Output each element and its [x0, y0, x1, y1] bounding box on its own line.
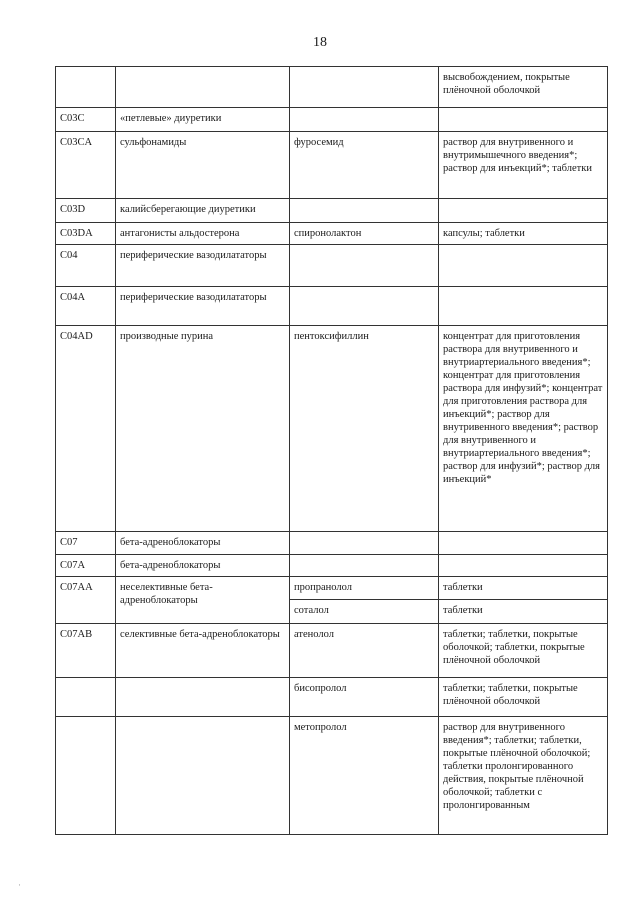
cell-code: C03DA	[56, 223, 116, 245]
cell-code: C07	[56, 532, 116, 555]
row-divider	[439, 599, 607, 600]
cell-drug	[290, 555, 439, 577]
cell-code	[56, 67, 116, 108]
cell-code: C03C	[56, 108, 116, 132]
cell-code: C07AB	[56, 624, 116, 678]
cell-drug-secondary: соталол	[294, 605, 329, 616]
cell-drug	[290, 108, 439, 132]
cell-drug	[290, 287, 439, 326]
cell-form	[439, 108, 608, 132]
cell-code: C03CA	[56, 132, 116, 199]
cell-drug: метопролол	[290, 717, 439, 835]
cell-code	[56, 717, 116, 835]
drug-table	[55, 66, 608, 835]
cell-form	[439, 199, 608, 223]
cell-form: таблетки; таблетки, покрытые плёночной оболочкой	[439, 678, 608, 717]
cell-drug: бисопролол	[290, 678, 439, 717]
cell-group	[116, 678, 290, 717]
table-row	[56, 577, 608, 624]
cell-form	[439, 555, 608, 577]
cell-drug	[290, 199, 439, 223]
table-row	[56, 287, 608, 326]
cell-form	[439, 577, 608, 624]
cell-group: неселективные бета-адреноблокаторы	[116, 577, 290, 624]
cell-code: C07A	[56, 555, 116, 577]
cell-form: раствор для внутривенного введения*; таблетки; таблетки, покрытые плёночной оболочкой; таблетки пролонгированного действия, покрытые плёночной оболочкой; таблетки с пролонгированным	[439, 717, 608, 835]
cell-form	[439, 245, 608, 287]
cell-group	[116, 67, 290, 108]
cell-form: таблетки; таблетки, покрытые оболочкой; таблетки, покрытые плёночной оболочкой	[439, 624, 608, 678]
cell-drug-primary: пропранолол	[294, 582, 352, 593]
table-row	[56, 717, 608, 835]
cell-drug	[290, 532, 439, 555]
cell-group: бета-адреноблокаторы	[116, 532, 290, 555]
cell-group: периферические вазодилататоры	[116, 245, 290, 287]
cell-drug	[290, 67, 439, 108]
cell-group: сульфонамиды	[116, 132, 290, 199]
table-row	[56, 67, 608, 108]
table-row	[56, 132, 608, 199]
cell-group: антагонисты альдостерона	[116, 223, 290, 245]
cell-form-primary: таблетки	[443, 582, 483, 593]
cell-form: раствор для внутривенного и внутримышечного введения*; раствор для инъекций*; таблетки	[439, 132, 608, 199]
cell-code: C07AA	[56, 577, 116, 624]
page-number: 18	[313, 35, 327, 50]
cell-code: C04	[56, 245, 116, 287]
cell-group: периферические вазодилататоры	[116, 287, 290, 326]
table-row	[56, 532, 608, 555]
cell-form	[439, 532, 608, 555]
table-row	[56, 199, 608, 223]
cell-group: калийсберегающие диуретики	[116, 199, 290, 223]
cell-group: бета-адреноблокаторы	[116, 555, 290, 577]
table-row	[56, 326, 608, 532]
table-row	[56, 108, 608, 132]
table-row	[56, 555, 608, 577]
cell-drug: фуросемид	[290, 132, 439, 199]
cell-code: C04AD	[56, 326, 116, 532]
cell-form: концентрат для приготовления раствора для внутривенного и внутриартериального введения*; концентрат для приготовления раствора для инфузий*; концентрат для приготовления раствора для инъекций*; раствор для внутривенного введения*; раствор для внутривенного и внутриартериального введения*; раствор для инфузий*; раствор для инъекций*	[439, 326, 608, 532]
cell-drug: спиронолактон	[290, 223, 439, 245]
table-row	[56, 245, 608, 287]
cell-code	[56, 678, 116, 717]
cell-form	[439, 287, 608, 326]
cell-form-secondary: таблетки	[443, 605, 483, 616]
table-row	[56, 624, 608, 678]
cell-group: производные пурина	[116, 326, 290, 532]
cell-drug	[290, 577, 439, 624]
table-row	[56, 223, 608, 245]
cell-group: селективные бета-адреноблокаторы	[116, 624, 290, 678]
cell-code: C03D	[56, 199, 116, 223]
cell-drug: пентоксифиллин	[290, 326, 439, 532]
cell-form: высвобождением, покрытые плёночной оболочкой	[439, 67, 608, 108]
cell-drug	[290, 245, 439, 287]
cell-group	[116, 717, 290, 835]
scan-mark: ·	[18, 880, 21, 890]
table-row	[56, 678, 608, 717]
cell-code: C04A	[56, 287, 116, 326]
row-divider	[290, 599, 438, 600]
cell-group: «петлевые» диуретики	[116, 108, 290, 132]
cell-drug: атенолол	[290, 624, 439, 678]
cell-form: капсулы; таблетки	[439, 223, 608, 245]
